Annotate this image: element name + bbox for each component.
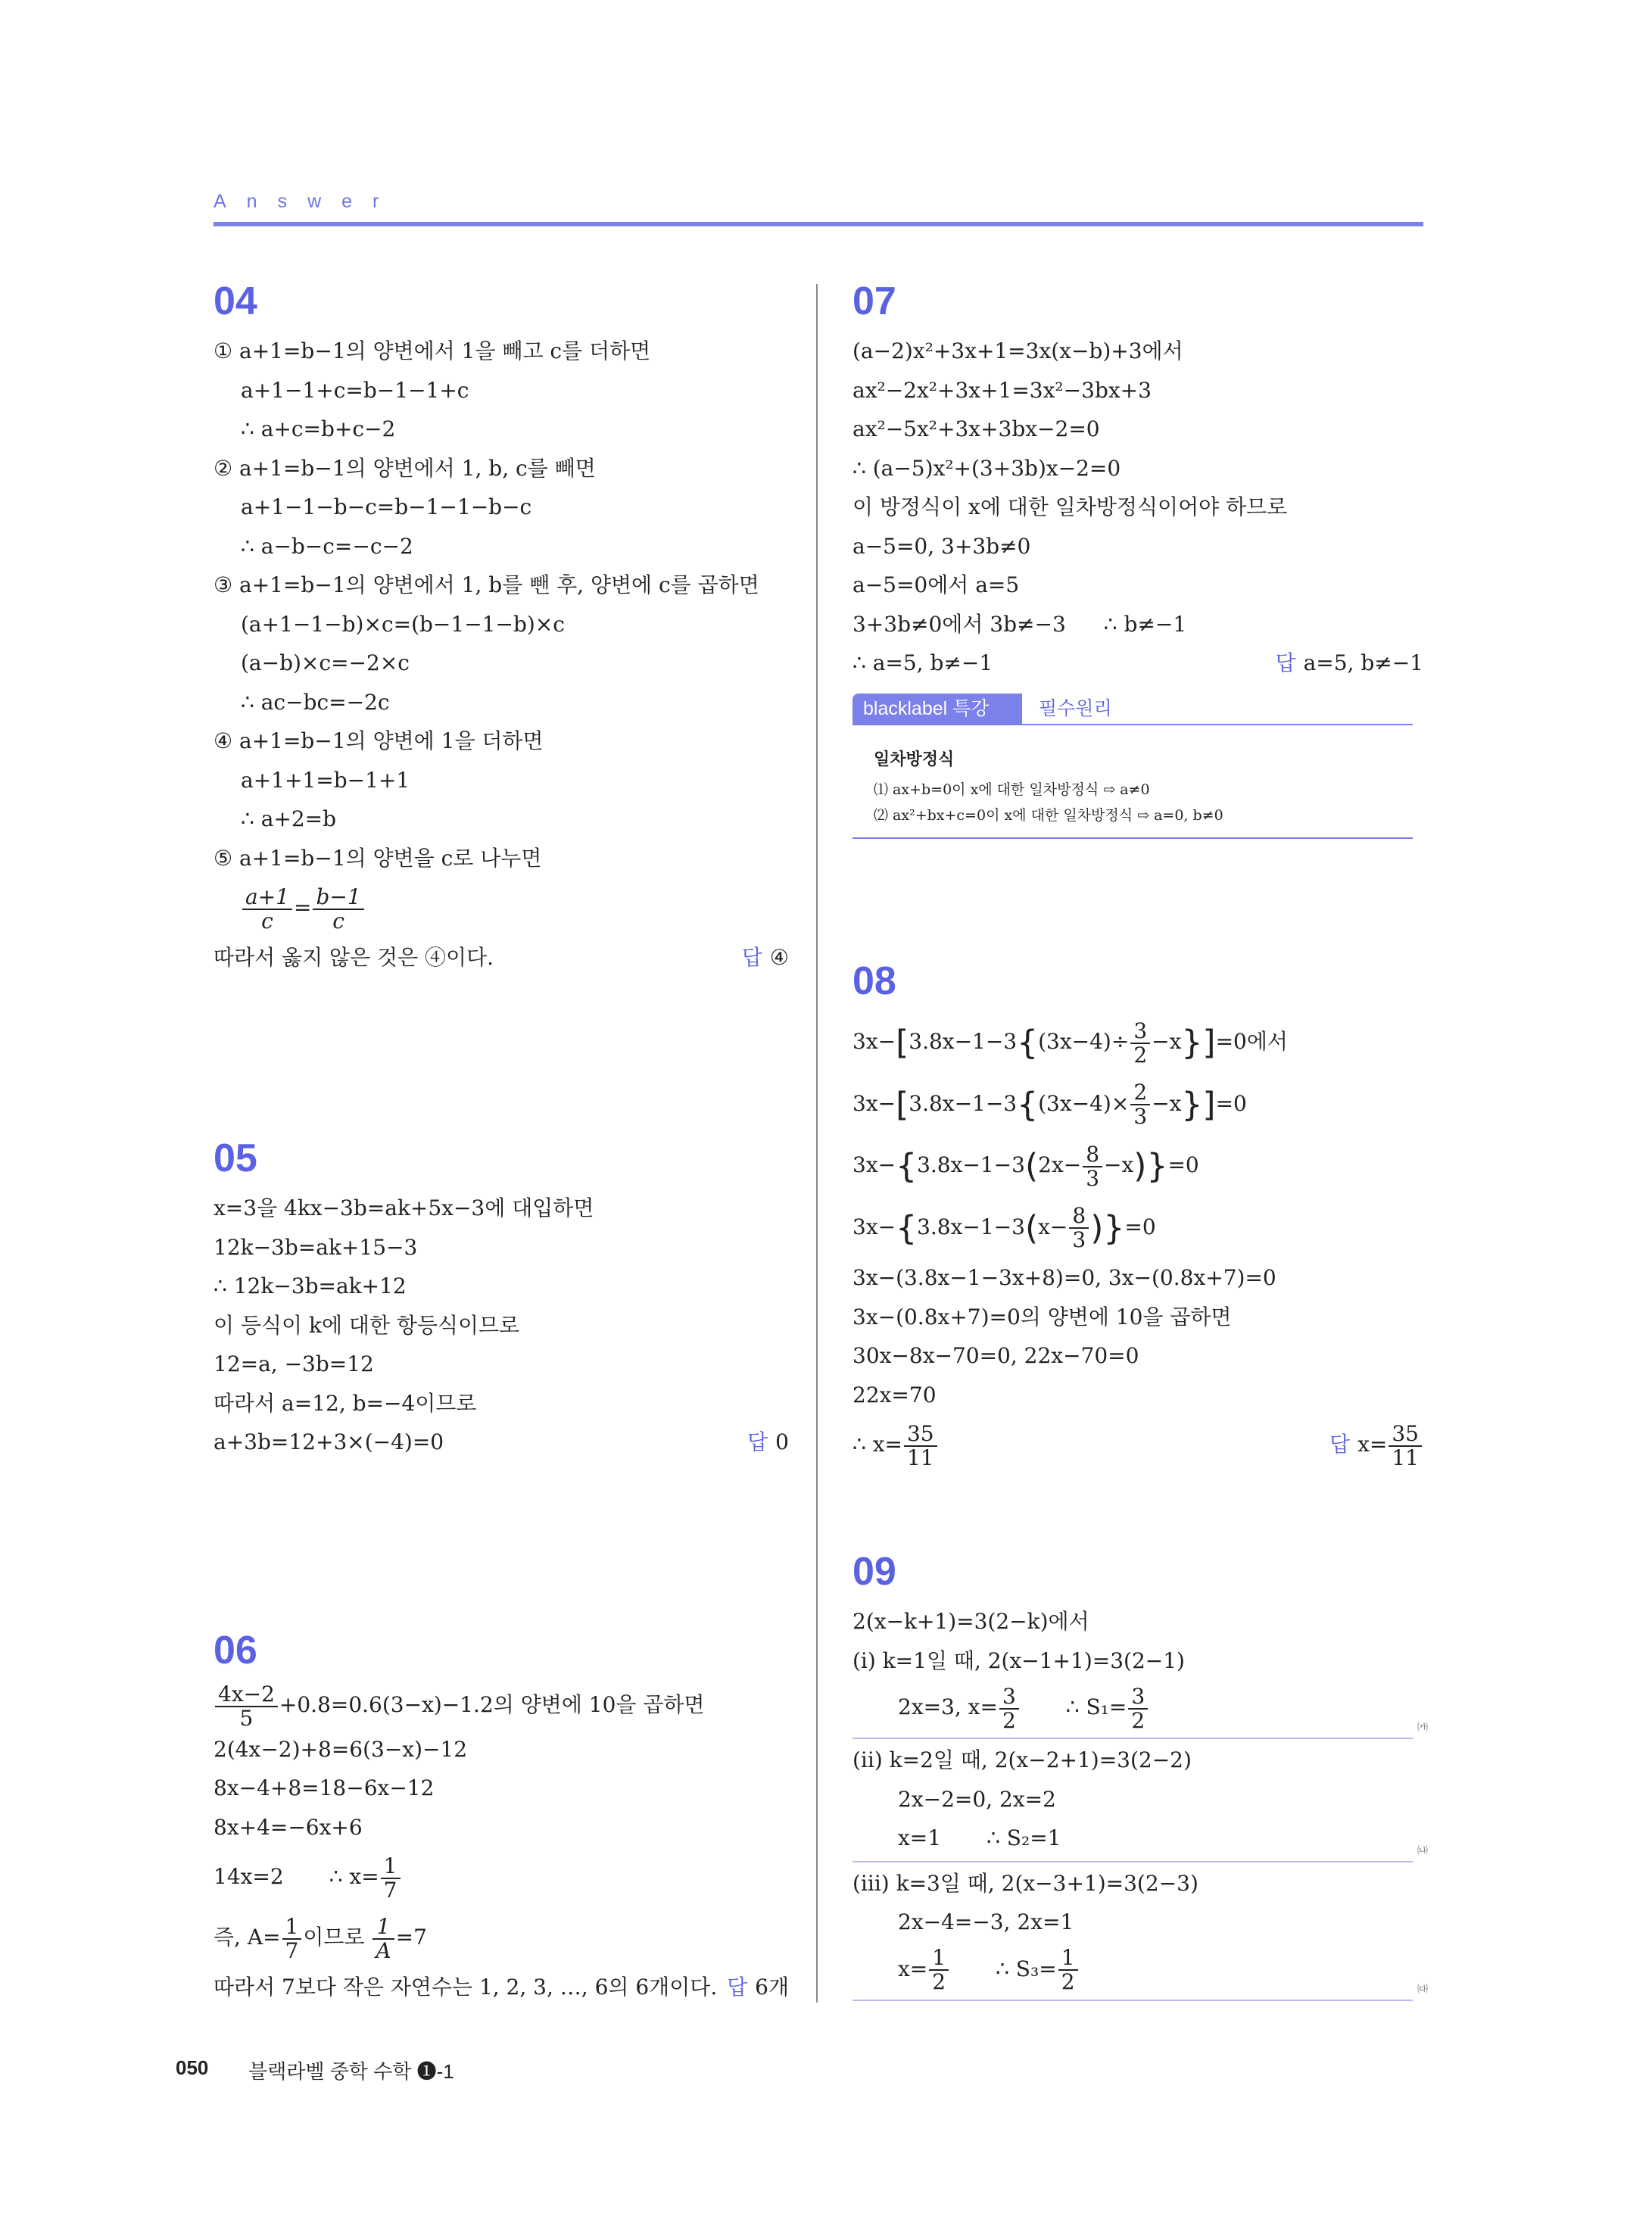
solution-line: ax²−2x²+3x+1=3x²−3bx+3 bbox=[852, 377, 1152, 403]
book-title: 블랙라벨 중학 수학 ❶-1 bbox=[248, 2060, 454, 2083]
solution-line: 이 등식이 k에 대한 항등식이므로 bbox=[214, 1312, 520, 1338]
fraction: $\frac{a+1}{c}$ bbox=[242, 886, 292, 933]
solution-line: a−5=0, 3+3b≠0 bbox=[852, 533, 1031, 559]
problem-08 bbox=[852, 959, 1423, 1475]
answer: 답 x= $\frac{35}{11}$ bbox=[1329, 1414, 1423, 1475]
problem-number: 06 bbox=[214, 1629, 257, 1672]
tip-rule bbox=[852, 724, 1413, 725]
problem-number: 08 bbox=[852, 959, 896, 1003]
solution-line: a+1−1+c=b−1−1+c bbox=[241, 377, 469, 403]
solution-line: 따라서 a=12, b=−4이므로 bbox=[214, 1390, 477, 1416]
solution-line: 3x−{3.8x−1−3(2x− $\frac{8}{3}$ −x)}=0 bbox=[852, 1141, 1199, 1191]
solution-line: 2(x−k+1)=3(2−k)에서 bbox=[852, 1609, 1089, 1634]
fraction: $\frac{8}{3}$ bbox=[1083, 1143, 1102, 1190]
tip-item: ⑵ ax²+bx+c=0이 x에 대한 일차방정식 ⇨ a=0, b≠0 bbox=[874, 806, 1223, 824]
solution-line: 8x−4+8=18−6x−12 bbox=[214, 1775, 435, 1800]
tip-item: ⑴ ax+b=0이 x에 대한 일차방정식 ⇨ a≠0 bbox=[874, 781, 1150, 798]
solution-line: a+1+1=b−1+1 bbox=[241, 767, 410, 793]
solution-line: a+1−1−b−c=b−1−1−b−c bbox=[241, 494, 532, 519]
solution-line: ∴ ac−bc=−2c bbox=[241, 689, 390, 715]
solution-line: (a−b)×c=−2×c bbox=[241, 650, 410, 675]
tip-rule bbox=[852, 837, 1413, 839]
fraction: $\frac{1}{7}$ bbox=[282, 1915, 302, 1962]
blacklabel-subtab: 필수원리 bbox=[1039, 697, 1112, 719]
solution-line: 이 방정식이 x에 대한 일차방정식이어야 하므로 bbox=[852, 494, 1288, 519]
solution-line: (a+1−1−b)×c=(b−1−1−b)×c bbox=[241, 611, 565, 637]
solution-line: (iii) k=3일 때, 2(x−3+1)=3(2−3) bbox=[852, 1870, 1198, 1896]
solution-line: 2x=3, x= $\frac{3}{2}$ ∴ S₁= $\frac{3}{2}$ bbox=[852, 1680, 1423, 1735]
fraction: $\frac{1}{A}$ bbox=[372, 1915, 394, 1962]
solution-conclusion: ∴ x= $\frac{35}{11}$ 답 x= $\frac{35}{11}$ bbox=[852, 1414, 1423, 1475]
solution-line: ② a+1=b−1의 양변에서 1, b, c를 빼면 bbox=[214, 455, 596, 481]
solution-line: 3x−[3.8x−1−3{(3x−4)÷ $\frac{3}{2}$ −x}]=0에서 bbox=[852, 1018, 1288, 1068]
solution-line: ∴ (a−5)x²+(3+3b)x−2=0 bbox=[852, 455, 1121, 481]
solution-line: (i) k=1일 때, 2(x−1+1)=3(2−1) bbox=[852, 1647, 1185, 1673]
problem-05 bbox=[214, 1136, 789, 1462]
fraction: $\frac{3}{2}$ bbox=[1130, 1020, 1150, 1067]
solution-line: ∴ a−b−c=−c−2 bbox=[241, 533, 413, 559]
problem-number: 04 bbox=[214, 279, 257, 323]
answer: 답 a=5, b≠−1 bbox=[1275, 650, 1423, 675]
column-divider bbox=[816, 284, 818, 2003]
solution-line: 3x−(0.8x+7)=0의 양변에 10을 곱하면 bbox=[852, 1304, 1232, 1329]
problem-number: 09 bbox=[852, 1550, 896, 1594]
answer: 답 0 bbox=[747, 1429, 789, 1454]
problem-number: 07 bbox=[852, 279, 896, 323]
solution-line: ∴ a+2=b bbox=[241, 806, 337, 831]
page-number: 050 bbox=[176, 2056, 209, 2079]
solution-conclusion: 따라서 옳지 않은 것은 ④이다. 답 ④ bbox=[214, 938, 789, 977]
fraction: $\frac{b-1}{c}$ bbox=[313, 886, 363, 933]
problem-04 bbox=[214, 279, 789, 977]
fraction: $\frac{1}{2}$ bbox=[1058, 1947, 1078, 1993]
case-separator: ㈏ bbox=[852, 1861, 1413, 1862]
problem-09 bbox=[852, 1549, 1428, 2003]
fraction: $\frac{35}{11}$ bbox=[904, 1423, 937, 1470]
solution-line: ∴ 12k−3b=ak+12 bbox=[214, 1273, 407, 1298]
solution-line: 즉, A= $\frac{1}{7}$ 이므로 $\frac{1}{A}$ =7 bbox=[214, 1913, 427, 1963]
blacklabel-tab: blacklabel 특강 bbox=[852, 694, 1022, 724]
fraction: $\frac{4x-2}{5}$ bbox=[215, 1683, 278, 1730]
header-rule bbox=[214, 222, 1423, 226]
solution-line: 12k−3b=ak+15−3 bbox=[214, 1234, 418, 1260]
answer: 답 6개 bbox=[727, 1975, 789, 2000]
case-separator: ㈐ bbox=[852, 2000, 1413, 2001]
fraction: $\frac{3}{2}$ bbox=[1128, 1685, 1148, 1732]
header-label: Answer bbox=[214, 191, 400, 212]
solution-line: $\frac{4x-2}{5}$ +0.8=0.6(3−x)−1.2의 양변에 10을 곱하면 bbox=[214, 1681, 789, 1730]
problem-number: 05 bbox=[214, 1136, 257, 1180]
fraction: $\frac{3}{2}$ bbox=[999, 1685, 1019, 1732]
fraction: $\frac{35}{11}$ bbox=[1389, 1423, 1422, 1470]
solution-line: 14x=2 ∴ x= $\frac{1}{7}$ bbox=[214, 1847, 789, 1907]
solution-conclusion: a+3b=12+3×(−4)=0 답 0 bbox=[214, 1423, 789, 1462]
problem-06 bbox=[214, 1628, 789, 2007]
solution-line: 3x−{3.8x−1−3(x− $\frac{8}{3}$ )}=0 bbox=[852, 1203, 1156, 1252]
fraction: $\frac{1}{2}$ bbox=[929, 1947, 949, 1993]
case-separator: ㈎ bbox=[852, 1738, 1413, 1739]
solution-line: ⑤ a+1=b−1의 양변을 c로 나누면 bbox=[214, 845, 542, 871]
fraction: $\frac{2}{3}$ bbox=[1130, 1081, 1150, 1128]
fraction: $\frac{8}{3}$ bbox=[1069, 1205, 1089, 1252]
solution-line: 2(4x−2)+8=6(3−x)−12 bbox=[214, 1736, 468, 1762]
solution-line: 3+3b≠0에서 3b≠−3 ∴ b≠−1 bbox=[852, 611, 1187, 637]
solution-line: 8x+4=−6x+6 bbox=[214, 1814, 363, 1840]
solution-line: 3x−(3.8x−1−3x+8)=0, 3x−(0.8x+7)=0 bbox=[852, 1265, 1276, 1290]
solution-line: 2x−2=0, 2x=2 bbox=[898, 1786, 1056, 1812]
solution-line: ③ a+1=b−1의 양변에서 1, b를 뺀 후, 양변에 c를 곱하면 bbox=[214, 572, 759, 597]
solution-line: ① a+1=b−1의 양변에서 1을 빼고 c를 더하면 bbox=[214, 338, 651, 363]
solution-line: 30x−8x−70=0, 22x−70=0 bbox=[852, 1343, 1139, 1368]
solution-conclusion: 따라서 7보다 작은 자연수는 1, 2, 3, …, 6의 6개이다. 답 6개 bbox=[214, 1968, 789, 2007]
fraction: $\frac{1}{7}$ bbox=[381, 1855, 401, 1902]
solution-line: ax²−5x²+3x+3bx−2=0 bbox=[852, 416, 1100, 441]
solution-line: 3x−[3.8x−1−3{(3x−4)× $\frac{2}{3}$ −x}]=0 bbox=[852, 1080, 1247, 1129]
solution-line: (ii) k=2일 때, 2(x−2+1)=3(2−2) bbox=[852, 1747, 1192, 1772]
solution-line: 2x−4=−3, 2x=1 bbox=[898, 1909, 1074, 1934]
solution-line: x=1 ∴ S₂=1 bbox=[898, 1825, 1061, 1850]
fraction-line: $\frac{a+1}{c}$ = $\frac{b-1}{c}$ bbox=[214, 877, 789, 938]
solution-line: 22x=70 bbox=[852, 1382, 937, 1407]
solution-line: ∴ a+c=b+c−2 bbox=[241, 416, 396, 441]
answer: 답 ④ bbox=[741, 945, 789, 970]
solution-line: a−5=0에서 a=5 bbox=[852, 572, 1020, 597]
problem-07 bbox=[852, 279, 1423, 839]
solution-line: ④ a+1=b−1의 양변에 1을 더하면 bbox=[214, 728, 544, 753]
solution-line: x=3을 4kx−3b=ak+5x−3에 대입하면 bbox=[214, 1195, 594, 1220]
solution-line: (a−2)x²+3x+1=3x(x−b)+3에서 bbox=[852, 338, 1183, 363]
solution-line: 12=a, −3b=12 bbox=[214, 1351, 374, 1376]
solution-conclusion: ∴ a=5, b≠−1 답 a=5, b≠−1 bbox=[852, 644, 1423, 683]
tip-title: 일차방정식 bbox=[874, 749, 955, 768]
blacklabel-tip-box bbox=[852, 694, 1413, 839]
solution-line: x= $\frac{1}{2}$ ∴ S₃= $\frac{1}{2}$ bbox=[852, 1942, 1423, 1997]
